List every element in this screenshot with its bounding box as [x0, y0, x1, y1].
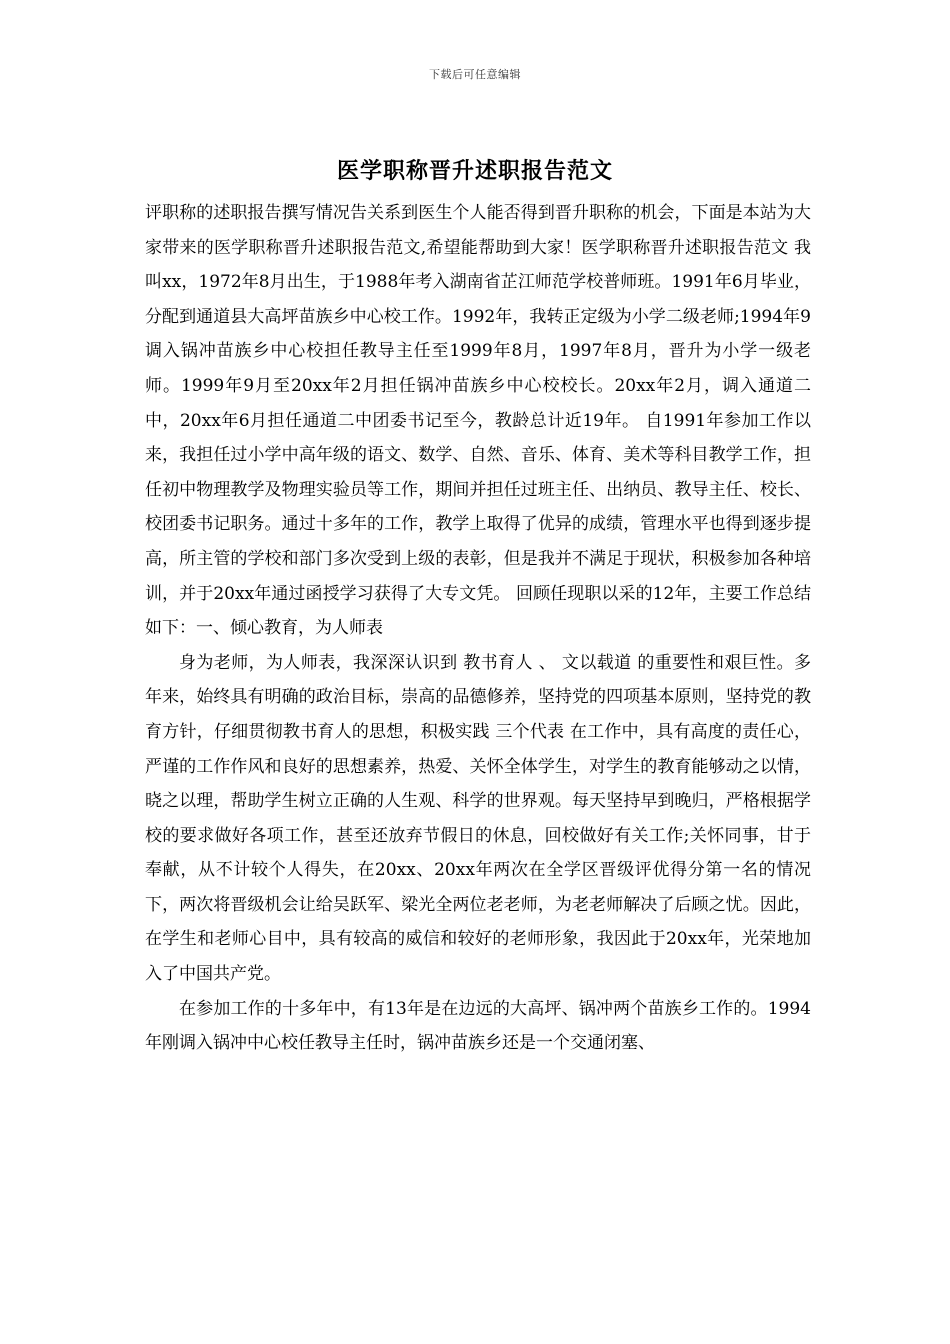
paragraph-intro: 评职称的述职报告撰写情况告关系到医生个人能否得到晋升职称的机会，下面是本站为大家带来的医学职称晋升述职报告范文,希望能帮助到大家！医学职称晋升述职报告范文 我叫xx，1972年8月出生，于1988年考入湖南省芷江师范学校普师班。1991年6月毕业，分配到通道县大高坪苗族乡中心校工作。1992年，我转正定级为小学二级老师;1994年9调入锅冲苗族乡中心校担任教导主任至1999年8月，1997年8月，晋升为小学一级老师。1999年9月至20xx年2月担任锅冲苗族乡中心校校长。20xx年2月，调入通道二中，20xx年6月担任通道二中团委书记至今，教龄总计近19年。 自1991年参加工作以来，我担任过小学中高年级的语文、数学、自然、音乐、体育、美术等科目教学工作，担任初中物理教学及物理实验员等工作，期间并担任过班主任、出纳员、教导主任、校长、校团委书记职务。通过十多年的工作，教学上取得了优异的成绩，管理水平也得到逐步提高，所主管的学校和部门多次受到上级的表彰，但是我并不满足于现状，积极参加各种培训，并于20xx年通过函授学习获得了大专文凭。 回顾任现职以采的12年，主要工作总结如下：一、倾心教育，为人师表 [145, 203, 811, 639]
paragraph-role-model: 身为老师，为人师表，我深深认识到 教书育人 、 文以载道 的重要性和艰巨性。多年来，始终具有明确的政治目标，崇高的品德修养，坚持党的四项基本原则，坚持党的教育方针，仔细贯彻教书育人的思想，积极实践 三个代表 在工作中，具有高度的责任心，严谨的工作作风和良好的思想素养，热爱、关怀全体学生，对学生的教育能够动之以情，晓之以理，帮助学生树立正确的人生观、科学的世界观。每天坚持早到晚归，严格根据学校的要求做好各项工作，甚至还放弃节假日的休息，回校做好有关工作;关怀同事，甘于奉献，从不计较个人得失，在20xx、20xx年两次在全学区晋级评优得分第一名的情况下，两次将晋级机会让给吴跃军、梁光全两位老老师，为老老师解决了后顾之忧。因此，在学生和老师心目中，具有较高的威信和较好的老师形象，我因此于20xx年，光荣地加入了中国共产党。 [145, 652, 811, 985]
document-title: 医学职称晋升述职报告范文 [336, 158, 613, 184]
document-body [145, 196, 811, 1061]
header-note: 下载后可任意编辑 [429, 68, 521, 81]
paragraph-remote-work: 在参加工作的十多年中，有13年是在边远的大高坪、锅冲两个苗族乡工作的。1994年刚调入锅冲中心校任教导主任时，锅冲苗族乡还是一个交通闭塞、 [145, 998, 811, 1054]
